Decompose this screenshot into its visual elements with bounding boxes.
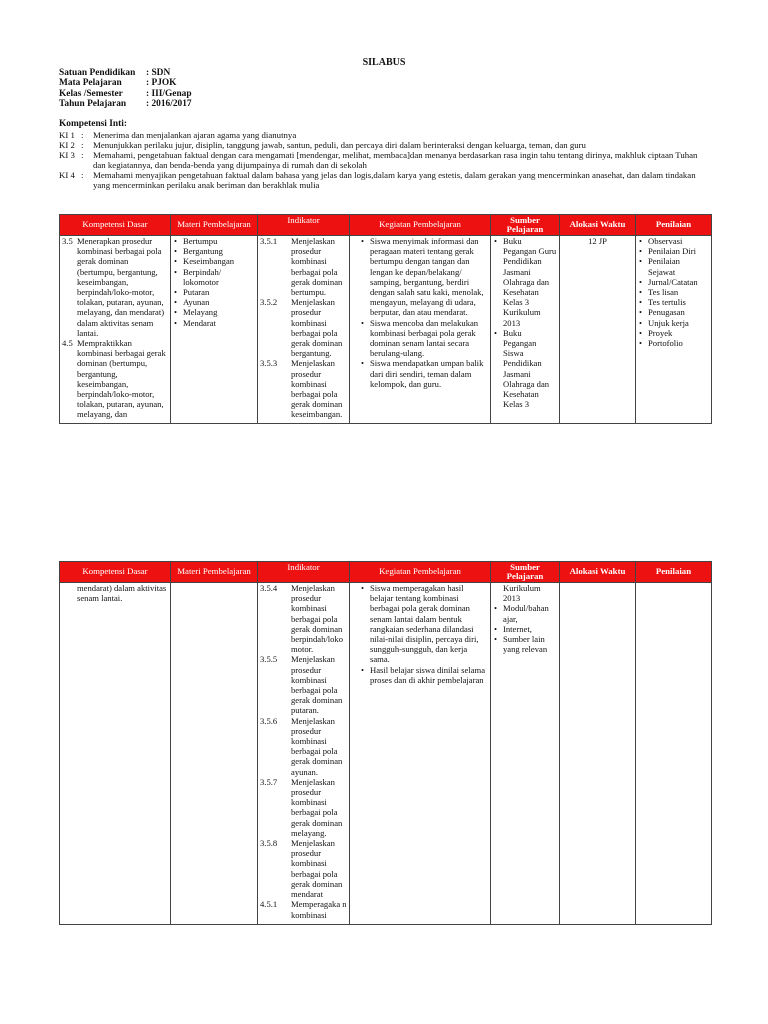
ki-code: KI 4 bbox=[59, 170, 75, 181]
list-item: • Unjuk kerja bbox=[648, 318, 709, 328]
list-item: • Penilaian Sejawat bbox=[648, 256, 709, 276]
ki-text: Menerima dan menjalankan ajaran agama yang dianutnya bbox=[93, 130, 297, 140]
indikator-text: Menjelaskan prosedur kombinasi berbagai pola gerak dominan putaran. bbox=[291, 654, 343, 716]
sumber-list bbox=[493, 236, 557, 409]
identity-label: Tahun Pelajaran bbox=[59, 98, 127, 109]
indikator-text: Menjelaskan prosedur kombinasi berbagai pola gerak dominan bergantung. bbox=[291, 297, 343, 359]
indikator-number: 3.5.5 bbox=[260, 654, 278, 665]
identity-row bbox=[59, 89, 192, 99]
identity-row bbox=[59, 99, 192, 109]
indikator-text: Menjelaskan prosedur kombinasi berbagai pola gerak dominan melayang. bbox=[291, 776, 343, 838]
ki-colon: : bbox=[81, 170, 84, 181]
list-item: • Hasil belajar siswa dinilai selama proses dan di akhir pembelajaran bbox=[370, 665, 488, 685]
syllabus-table-1 bbox=[59, 214, 712, 424]
list-item: • Tes tertulis bbox=[648, 297, 709, 307]
list-item: • Portofolio bbox=[648, 338, 709, 348]
sumber-continuation: Kurikulum 2013 bbox=[503, 583, 541, 604]
header-alokasi: Alokasi Waktu bbox=[560, 215, 636, 236]
indikator-item bbox=[260, 654, 347, 715]
alokasi-cell: 12 JP bbox=[560, 236, 636, 424]
materi-cell bbox=[171, 236, 258, 424]
ki-item bbox=[59, 130, 711, 140]
header-kompetensi-dasar: Kompetensi Dasar bbox=[60, 562, 171, 583]
list-item: • Putaran bbox=[183, 287, 255, 297]
ki-code: KI 2 bbox=[59, 140, 75, 151]
list-item: • Keseimbangan bbox=[183, 256, 255, 266]
indikator-item bbox=[260, 899, 347, 919]
identity-value: : 2016/2017 bbox=[146, 98, 192, 109]
materi-cell bbox=[171, 583, 258, 925]
list-item: • Berpindah/ lokomotor bbox=[183, 267, 255, 287]
list-item: • Mendarat bbox=[183, 318, 255, 328]
kd-item bbox=[62, 338, 168, 420]
header-indikator: Indikator bbox=[258, 562, 350, 583]
kd-cell bbox=[60, 583, 171, 925]
penilaian-cell bbox=[636, 236, 712, 424]
ki-list bbox=[59, 130, 711, 191]
kd-continuation: mendarat) dalam aktivitas senam lantai. bbox=[77, 583, 167, 604]
identity-label: Satuan Pendidikan bbox=[59, 68, 136, 78]
indikator-number: 3.5.7 bbox=[260, 776, 278, 787]
kd-number: 4.5 bbox=[62, 338, 73, 349]
list-item: • Penugasan bbox=[648, 307, 709, 317]
kegiatan-cell bbox=[350, 236, 491, 424]
indikator-text: Menjelaskan prosedur kombinasi berbagai pola gerak dominan bertumpu. bbox=[291, 236, 343, 298]
ki-heading: Kompetensi Inti: bbox=[59, 119, 127, 129]
list-item: • Siswa mendapatkan umpan balik dari diri sendiri, teman dalam kelompok, dan guru. bbox=[370, 358, 488, 389]
list-item: • Modul/bahan ajar, bbox=[503, 603, 557, 623]
indikator-item bbox=[260, 583, 347, 654]
header-alokasi: Alokasi Waktu bbox=[560, 562, 636, 583]
ki-item bbox=[59, 140, 711, 150]
ki-colon: : bbox=[81, 150, 84, 161]
ki-code: KI 3 bbox=[59, 150, 75, 161]
identity-row bbox=[59, 78, 192, 88]
ki-item bbox=[59, 170, 711, 190]
indikator-item bbox=[260, 358, 347, 419]
kegiatan-cell bbox=[350, 583, 491, 925]
header-materi: Materi Pembelajaran bbox=[171, 215, 258, 236]
header-materi: Materi Pembelajaran bbox=[171, 562, 258, 583]
kd-text: Mempraktikkan kombinasi berbagai gerak dominan (bertumpu, bergantung, keseimbangan, berpindah/loko-motor, tolakan, putaran, ayunan, melayang, dan bbox=[77, 338, 166, 420]
penilaian-list bbox=[638, 236, 709, 348]
indikator-cell bbox=[258, 236, 350, 424]
alokasi-cell bbox=[560, 583, 636, 925]
list-item: • Internet, bbox=[503, 624, 557, 634]
syllabus-table-2 bbox=[59, 561, 712, 925]
header-penilaian: Penilaian bbox=[636, 562, 712, 583]
list-item: • Melayang bbox=[183, 307, 255, 317]
indikator-text: Memperagaka n kombinasi bbox=[291, 899, 347, 920]
indikator-number: 3.5.1 bbox=[260, 236, 278, 246]
indikator-text: Menjelaskan prosedur kombinasi berbagai pola gerak dominan berpindah/loko motor. bbox=[291, 583, 344, 655]
indikator-item bbox=[260, 716, 347, 777]
header-sumber: Sumber Pelajaran bbox=[491, 562, 560, 583]
table-header-row bbox=[60, 562, 712, 583]
list-item: • Proyek bbox=[648, 328, 709, 338]
identity-label: Kelas /Semester bbox=[59, 88, 123, 99]
ki-text: Memahami, pengetahuan faktual dengan cara mengamati [mendengar, melihat, membaca]dan menanya berdasarkan rasa ingin tahu tentang dirinya, makhluk ciptaan Tuhan dan kegiatannya, dan benda-benda yang dijumpainya di rumah dan di sekolah bbox=[93, 150, 698, 171]
indikator-cell bbox=[258, 583, 350, 925]
sumber-list bbox=[493, 603, 557, 654]
indikator-number: 3.5.2 bbox=[260, 297, 278, 308]
list-item: • Sumber lain yang relevan bbox=[503, 634, 557, 654]
kd-text: Menerapkan prosedur kombinasi berbagai pola gerak dominan (bertumpu, bergantung, keseimbangan, berpindah/loko-motor, tolakan, putaran, ayunan, melayang, dan mendarat) dalam aktivitas senam lantai. bbox=[77, 236, 165, 338]
indikator-number: 3.5.4 bbox=[260, 583, 278, 593]
document-title: SILABUS bbox=[362, 57, 406, 68]
ki-item bbox=[59, 150, 711, 170]
list-item: • Bertumpu bbox=[183, 236, 255, 246]
ki-text: Memahami menyajikan pengetahuan faktual dalam bahasa yang jelas dan logis,dalam karya yang estetis, dalam gerakan yang mencerminkan anasehat, dan dalam tindakan yang mencerminkan perilaku anak beriman dan berakhlak mulia bbox=[93, 170, 696, 191]
identity-value: : III/Genap bbox=[146, 88, 192, 99]
list-item: • Penilaian Diri bbox=[648, 246, 709, 256]
indikator-number: 3.5.6 bbox=[260, 715, 278, 726]
indikator-item bbox=[260, 297, 347, 358]
identity-label: Mata Pelajaran bbox=[59, 78, 122, 89]
list-item: • Ayunan bbox=[183, 297, 255, 307]
indikator-number: 4.5.1 bbox=[260, 899, 278, 910]
indikator-number: 3.5.8 bbox=[260, 838, 278, 849]
indikator-text: Menjelaskan prosedur kombinasi berbagai pola gerak dominan mendarat bbox=[291, 838, 343, 900]
header-kegiatan: Kegiatan Pembelajaran bbox=[350, 215, 491, 236]
kd-number: 3.5 bbox=[62, 236, 73, 246]
list-item: • Siswa menyimak informasi dan peragaan materi tentang gerak bertumpu dengan tangan dan lengan ke depan/belakang/ samping, bergantung, berdiri dengan salah satu kaki, menolak, mengayun, melayang di udara, berputar, dan atau mendarat. bbox=[370, 236, 488, 318]
header-sumber: Sumber Pelajaran bbox=[491, 215, 560, 236]
list-item: • Siswa memperagakan hasil belajar tentang kombinasi berbagai pola gerak dominan senam lantai dalam bentuk rangkaian sederhana dilandasi nilai-nilai disiplin, percaya diri, sungguh-sungguh, dan kerja sama. bbox=[370, 583, 488, 665]
list-item: • Siswa mencoba dan melakukan kombinasi berbagai pola gerak dominan senam lantai secara berulang-ulang. bbox=[370, 318, 488, 359]
header-kegiatan: Kegiatan Pembelajaran bbox=[350, 562, 491, 583]
list-item: • Jurnal/Catatan bbox=[648, 277, 709, 287]
indikator-item bbox=[260, 236, 347, 297]
header-kompetensi-dasar: Kompetensi Dasar bbox=[60, 215, 171, 236]
ki-text: Menunjukkan perilaku jujur, disiplin, tanggung jawab, santun, peduli, dan percaya diri dalam berinteraksi dengan keluarga, teman, dan guru bbox=[93, 140, 586, 151]
identity-value: : SDN bbox=[146, 68, 171, 78]
table-row bbox=[60, 236, 712, 424]
table-row bbox=[60, 583, 712, 925]
sumber-cell bbox=[491, 236, 560, 424]
header-indikator: Indikator bbox=[258, 215, 350, 236]
sumber-cell bbox=[491, 583, 560, 925]
header-penilaian: Penilaian bbox=[636, 215, 712, 236]
table-header-row bbox=[60, 215, 712, 236]
list-item: • Observasi bbox=[648, 236, 709, 246]
kegiatan-list bbox=[352, 583, 488, 685]
list-item: • Bergantung bbox=[183, 246, 255, 256]
kd-cell bbox=[60, 236, 171, 424]
list-item: • Tes lisan bbox=[648, 287, 709, 297]
indikator-text: Menjelaskan prosedur kombinasi berbagai pola gerak dominan keseimbangan. bbox=[291, 358, 343, 420]
list-item: • Buku Pegangan Guru Pendidikan Jasmani Olahraga dan Kesehatan Kelas 3 Kurikulum 2013 bbox=[503, 236, 557, 328]
ki-colon: : bbox=[81, 130, 84, 140]
indikator-number: 3.5.3 bbox=[260, 358, 278, 369]
identity-block bbox=[59, 68, 192, 109]
ki-code: KI 1 bbox=[59, 130, 75, 140]
identity-value: : PJOK bbox=[146, 78, 177, 89]
penilaian-cell bbox=[636, 583, 712, 925]
kd-item bbox=[62, 236, 168, 338]
list-item: • Buku Pegangan Siswa Pendidikan Jasmani Olahraga dan Kesehatan Kelas 3 bbox=[503, 328, 557, 410]
indikator-item bbox=[260, 777, 347, 838]
ki-colon: : bbox=[81, 140, 84, 151]
materi-list bbox=[173, 236, 255, 328]
indikator-text: Menjelaskan prosedur kombinasi berbagai pola gerak dominan ayunan. bbox=[291, 715, 343, 777]
identity-row bbox=[59, 68, 192, 78]
indikator-item bbox=[260, 838, 347, 899]
kegiatan-list bbox=[352, 236, 488, 389]
